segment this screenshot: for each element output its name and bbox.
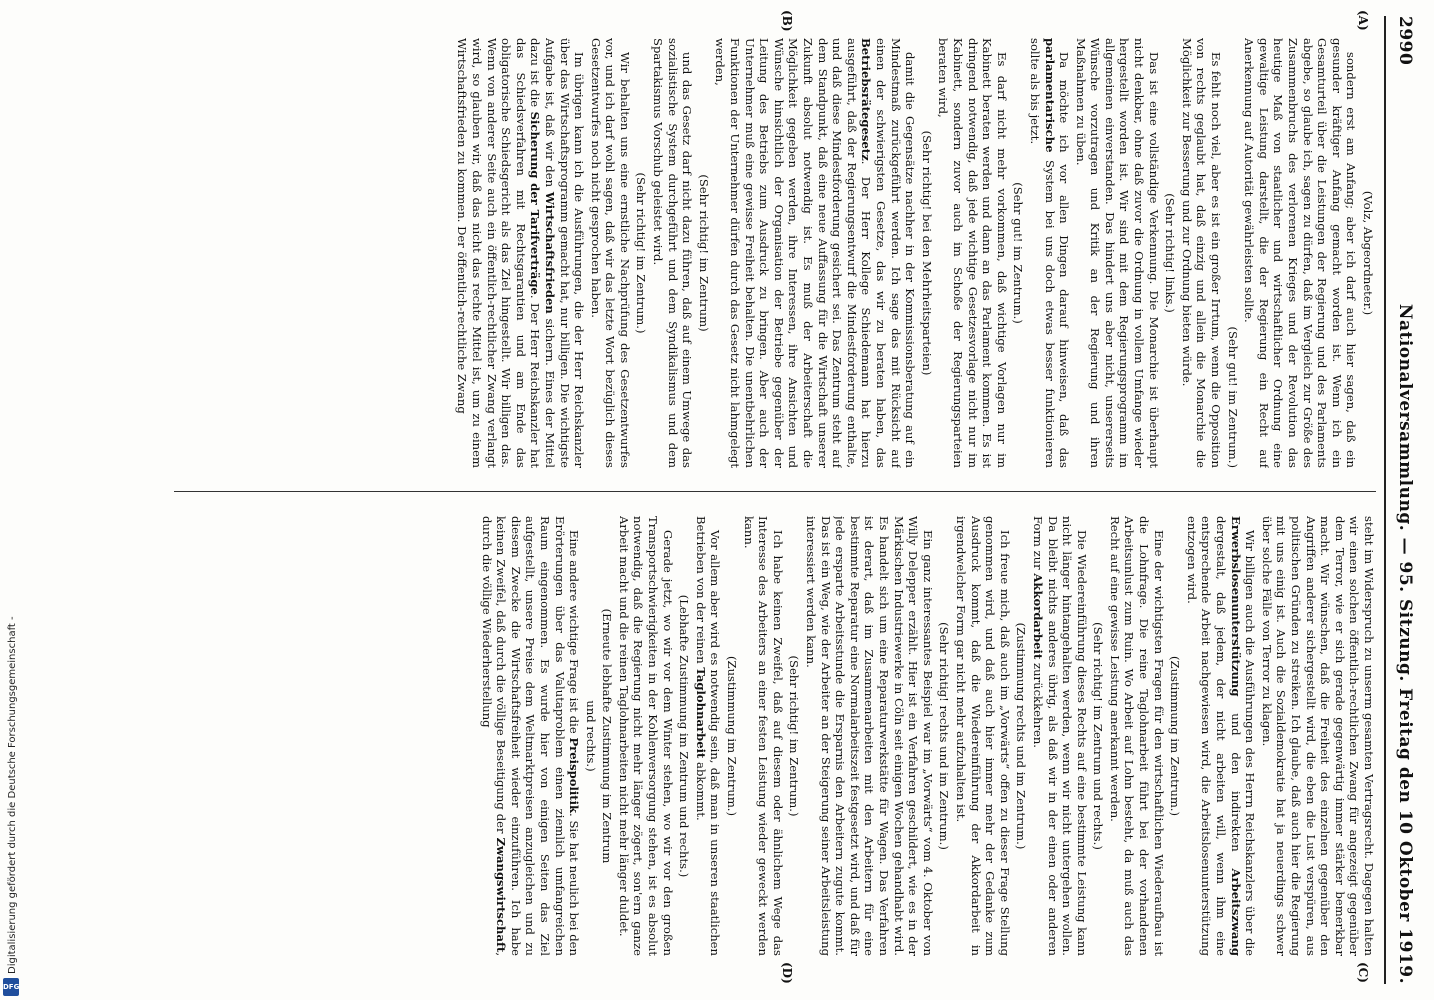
interjection: (Sehr richtig! rechts und im Zentrum.) bbox=[937, 622, 952, 850]
emphasis: Betriebsrätegesetz bbox=[859, 38, 874, 161]
paragraph: Vor allem aber wird es notwendig sein, daß man in unseren staatlichen Betrieben von der reinen Taglohnarbeit abkommt. bbox=[693, 516, 723, 956]
page-header bbox=[1388, 16, 1422, 984]
paragraph: Eine andere wichtige Frage ist die Preispolitik. Sie hat neulich bei den Erörterungen über das Valutaproblem einen ziemlich umfangreichen Raum eingenommen. Es wurde hier von einigen Seiten das Ziel aufgestellt, unsere Preise dem Weltmarktpreisen anzugleichen und zu diesem Zwecke die Wirtschaftsfreiheit wieder einzuführen. Ich habe keinen Zweifel, daß durch die völlige Beseitigung der Zwangswirtschaft, durch die völlige Wiederherstellung bbox=[479, 516, 582, 956]
interjection: (Zustimmung im Zentrum.) bbox=[1168, 655, 1183, 817]
margin-marker-c: (C) bbox=[1356, 962, 1370, 983]
paragraph: Ich habe keinen Zweifel, daß auf diesem oder ähnlichem Wege das Interesse des Arbeiters an einer festen Leistung wieder geweckt werden kann. bbox=[741, 516, 785, 956]
page-title: Nationalversammlung. — 95. Sitzung. Freitag den 10 Oktober 1919. bbox=[1395, 303, 1415, 984]
interjection: und rechts.) bbox=[583, 700, 598, 772]
paragraph: Wir billigen auch die Ausführungen des Herrn Reichskanzlers über die Erwerbslosenunterstützung und den indirekten Arbeitszwang dergestalt, daß jedem, der nicht arbeiten will, wenn ihm eine entsprechende Arbeit nachgewiesen wird, die Arbeitslosenunterstützung entzogen wird. bbox=[1184, 516, 1258, 956]
interjection: (Sehr richtig! im Zentrum.) bbox=[787, 655, 802, 817]
interjection: (Zustimmung rechts und im Zentrum.) bbox=[1014, 622, 1029, 850]
paragraph: Wir behalten uns eine ernstliche Nachprüfung des Gesetzentwurfes vor, und ich darf wohl sagen, daß wir das letzte Wort bezüglich dieses Gesetzentwurfes noch nicht gesprochen haben. bbox=[588, 38, 632, 468]
interjection: (Erneute lebhafte Zustimmung im Zentrum bbox=[600, 608, 615, 864]
paragraph: Ich freue mich, daß auch im „Vorwärts“ offen zu dieser Frage Stellung genommen wird, und daß auch hier immer mehr der Gedanke zum Ausdruck kommt, daß die Wiedereinführung der Akkordarbeit in irgendwelcher Form gar nicht mehr aufzuhalten ist. bbox=[953, 516, 1012, 956]
paragraph: Ein ganz interessantes Beispiel war im „Vorwärts“ vom 4. Oktober von Willy Delepper erzählt. Hier ist ein Verfahren geschildert, wie es in der Märkischen Industriewerke in Cöln seit einigen Wochen gehandhabt wird. Es handelt sich um eine Reparaturwerkstätte für Wagen. Das Verfahren ist derart, daß im Zusammenarbeiten mit den Arbeitern für eine bestimmte Reparatur eine Normalarbeitszeit festgesetzt wird, und daß für jede ersparte Arbeitsstunde die Ersparnis den Arbeitern zugute kommt. Das ist ein Weg, wie der Arbeiter an der Steigerung seiner Arbeitsleistung interessiert werden kann. bbox=[804, 516, 935, 956]
paragraph: damit die Gegensätze nachher in der Kommissionsberatung auf ein Mindestmaß zurückgeführt werden. Ich sage das mit Rücksicht auf einen der schwierigsten Gesetze, das wir zu beraten haben, das Betriebsrätegesetz. Der Herr Kollege Schiedemann hat hierzu ausgeführt, daß der Regierungsentwurf die Mindestforderung enthalte, und daß diese Mindestforderung gesichert sei. Das Zentrum steht auf dem Standpunkt, daß eine neue Auffassung für die Wirtschaft unserer Zukunft absolut notwendig ist. Es muß der Arbeiterschaft die Möglichkeit gegeben werden, ihre Interessen, ihre Ansichten und Wünsche hinsichtlich der Organisation der Betriebe gegenüber der Leitung des Betriebs zum Ausdruck zu bringen. Aber auch der Unternehmer muß eine gewisse Freiheit behalten. Die unentbehrlichen Funktionen der Unternehmer dürfen durch das Gesetz nicht lahmgelegt werden, bbox=[713, 38, 918, 468]
paragraph: Eine der wichtigsten Fragen für den wirtschaftlichen Wiederaufbau ist die Lohnfrage. Die reine Taglohnarbeit führt bei der vorhandenen Arbeitsunlust zum Ruin. Wo Arbeit auf Lohn besteht, da muß auch das Recht auf eine gewisse Leistung anerkannt werden. bbox=[1107, 516, 1166, 956]
paragraph: Es darf nicht mehr vorkommen, daß wichtige Vorlagen nur im Kabinett beraten werden und dann an das Parlament kommen. Es ist dringend notwendig, daß jede wichtige Gesetzesvorlage nicht nur im Kabinett, sondern zuvor auch im Schoße der Regierungsparteien beraten wird, bbox=[936, 38, 1009, 468]
emphasis: Sicherung der Tarifverträge bbox=[528, 111, 543, 295]
interjection: (Zustimmung im Zentrum.) bbox=[725, 655, 740, 817]
interjection: (Sehr richtig! links.) bbox=[1163, 193, 1178, 313]
paragraph: Gerade jetzt, wo wir vor dem Winter stehen, wo wir vor den großen Transportschwierigkeiten in der Kohlenversorgung stehen, ist es absolut notwendig, daß die Regierung nicht mehr länger zögert, son'ern ganze Arbeit macht und die reinen Taglohnarbeiten nicht mehr länger duldet. bbox=[616, 516, 675, 956]
dfg-logo: DFG bbox=[3, 978, 19, 996]
right-column bbox=[164, 516, 1376, 956]
interjection: (Sehr richtig! bei den Mehrheitsparteien) bbox=[919, 130, 934, 376]
header-rule bbox=[1384, 16, 1386, 984]
emphasis: Erwerbslosenunterstützung bbox=[1228, 516, 1243, 697]
margin-marker-b: (B) bbox=[780, 10, 794, 32]
document-page bbox=[154, 0, 1434, 1000]
emphasis: Zwangswirtschaft bbox=[494, 837, 509, 953]
paragraph: Im übrigen kann ich die Ausführungen, die der Herr Reichskanzler über das Wirtschaftsprogramm gemacht hat, nur billigen. Die wichtigste Aufgabe ist, daß wir den Wirtschaftsfrieden sichern. Eines der Mittel dazu ist die Sicherung der Tarifverträge. Der Herr Reichskanzler hat das Schiedsverfahren mit Rechtsgarantien und am Ende das obligatorische Schiedsgericht als das Ziel hingestellt. Wir billigen das. Wenn von anderer Seite auch ein öffentlich-rechtlicher Zwang verlangt wird, so glauben wir, daß das nicht das rechte Mittel ist, um zu einem Wirtschaftsfrieden zu kommen. Der öffentlich-rechtliche Zwang bbox=[455, 38, 587, 468]
interjection: (Sehr richtig! im Zentrum und rechts.) bbox=[1091, 622, 1106, 850]
paragraph: und das Gesetz darf nicht dazu führen, daß auf einem Umwege das sozialistische System durchgeführt und dem Syndikalismus und dem Spartakismus Vorschub geleistet wird. bbox=[651, 38, 695, 468]
interjection: (Sehr richtig! im Zentrum) bbox=[696, 174, 711, 332]
margin-marker-a: (A) bbox=[1356, 10, 1370, 31]
left-column bbox=[164, 38, 1376, 468]
emphasis: Wirtschaftsfrieden bbox=[542, 191, 557, 314]
interjection: (Sehr richtig! im Zentrum.) bbox=[634, 172, 649, 334]
emphasis: Akkordarbeit bbox=[1030, 573, 1045, 660]
emphasis: parlamentarische bbox=[1042, 38, 1057, 153]
digitization-credit bbox=[0, 0, 22, 1000]
paragraph: Es fehlt noch viel, aber es ist ein großer Irrtum, wenn die Opposition von rechts geglaubt hat, daß einzig und allein die Monarchie die Möglichkeit zur Besserung und zur Ordnung bieten würde. bbox=[1179, 38, 1224, 468]
emphasis: Arbeitszwang bbox=[1228, 868, 1243, 956]
interjection: (Sehr gut! im Zentrum.) bbox=[1225, 326, 1240, 468]
column-divider bbox=[174, 491, 1376, 492]
speaker-label: (Volz, Abgeordneter.) bbox=[1361, 190, 1375, 316]
credit-text: Digitalisierung gefördert durch die Deutsche Forschungsgemeinschaft - bbox=[7, 616, 18, 974]
interjection: (Lebhafte Zustimmung im Zentrum und rechts.) bbox=[677, 594, 692, 878]
emphasis: Preispolitik bbox=[567, 737, 582, 814]
paragraph: sondern erst am Anfang; aber ich darf auch hier sagen, daß ein gesunder kräftiger Anfang gemacht worden ist. Wenn ich ein Gesamturteil über die Leistungen der Regierung und des Parlaments abgebe, so glaube ich, sagen zu dürfen, daß im Vergleich zur Größe des Zusammenbruchs des verlorenen Krieges und der Revolution das heutige Maß von staatlicher und wirtschaftlicher Ordnung eine gewaltige Leistung darstellt, die der Regierung ein Recht auf Anerkennung auf Autorität gewährleisten sollte. bbox=[1242, 38, 1359, 468]
paragraph: Das ist eine vollständige Verkennung. Die Monarchie ist überhaupt nicht denkbar, ohne daß zuvor die Ordnung in vollem Umfange wieder hergestellt worden ist. Wir sind mit dem Regierungsprogramm im allgemeinen einverstanden. Das hindert uns aber nicht, unsererseits Wünsche vorzutragen und Kritik an der Regierung und ihren Maßnahmen zu üben. bbox=[1073, 38, 1161, 468]
margin-marker-d: (D) bbox=[780, 962, 794, 984]
paragraph: steht im Widerspruch zu unserm gesamten Vertragsrecht. Dagegen halten wir einen solchen öffentlich-rechtlichen Zwang für angezeigt gegenüber dem Terror, wie er sich gerade gegenwärtig immer stärker bemerkbar macht. Wir wünschen, daß die Freiheit des einzelnen gegenüber den Angriffen anderer sichergestellt wird, die eben die Lust verspüren, aus politischen Gründen zu streiken. Ich glaube, daß auch hier die Regierung mit uns einig ist. Auch die Sozialdemokratie hat ja neuerdings schwer über solche Fälle von Terror zu klagen. bbox=[1259, 516, 1376, 956]
paragraph: Da möchte ich vor allen Dingen darauf hinweisen, daß das parlamentarische System bei uns doch etwas besser funktionieren sollte als bis jetzt. bbox=[1027, 38, 1072, 468]
page-number: 2990 bbox=[1395, 16, 1415, 66]
emphasis: Taglohnarbeit bbox=[693, 667, 708, 759]
paragraph: Die Wiedereinführung dieses Rechts auf eine bestimmte Leistung kann nicht länger hintangehalten werden, wenn wir nicht untergehen wollen. Da bleibt nichts anderes übrig, als daß wir in der einen oder anderen Form zur Akkordarbeit zurückkehren. bbox=[1030, 516, 1089, 956]
interjection: (Sehr gut! im Zentrum.) bbox=[1011, 182, 1026, 324]
